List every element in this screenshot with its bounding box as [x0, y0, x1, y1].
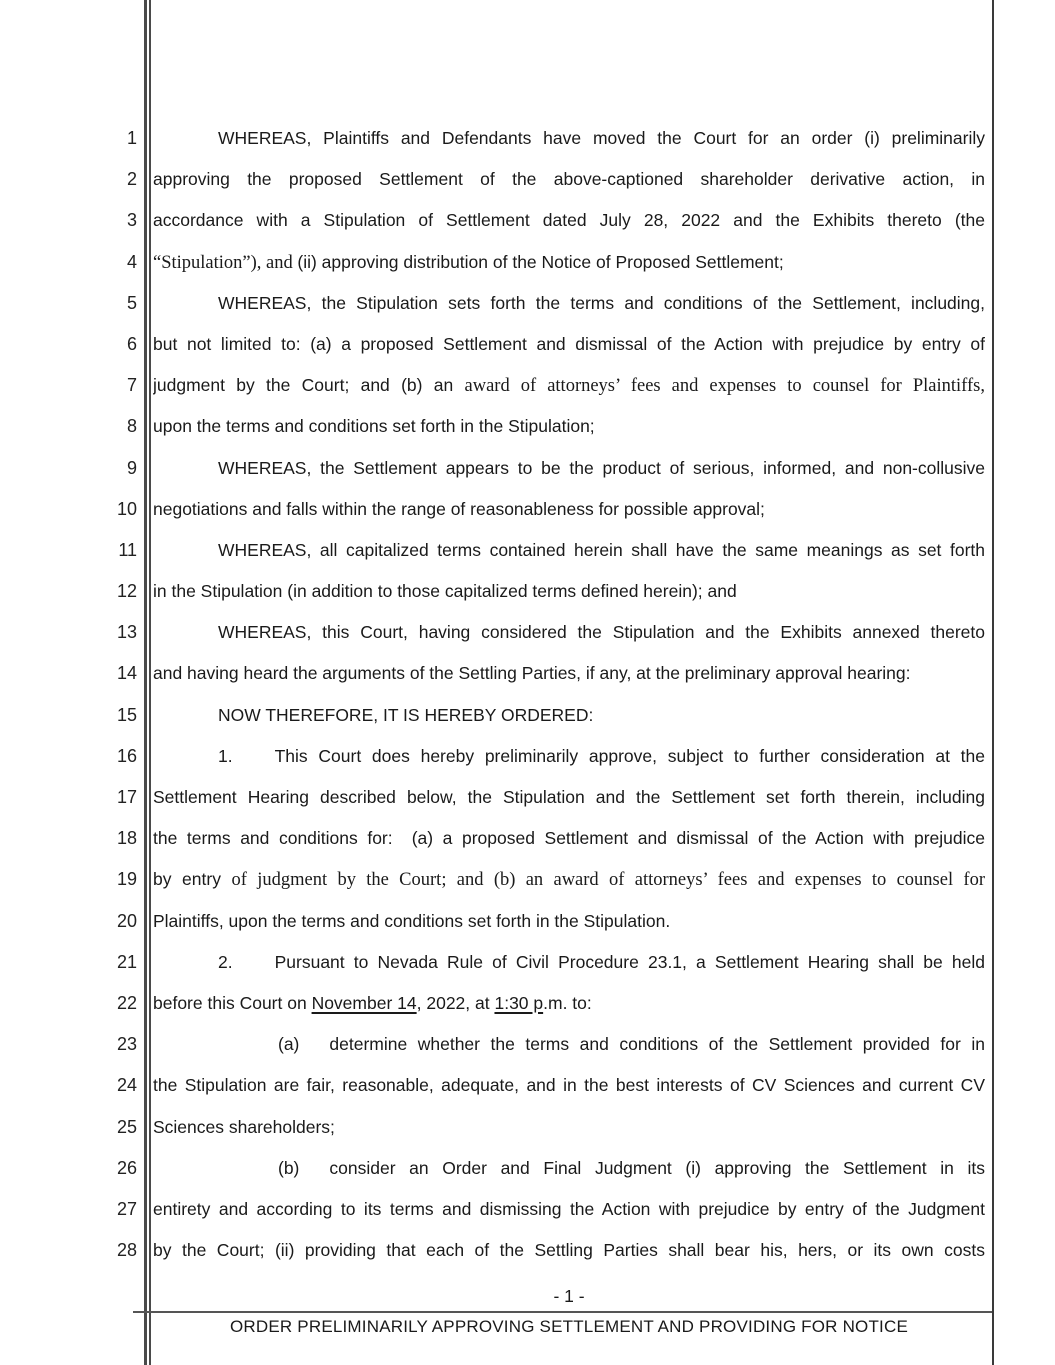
text-segment: Sciences shareholders; [153, 1116, 335, 1137]
line-number: 2 [126, 169, 137, 190]
line-number: 4 [126, 251, 137, 272]
document-line [153, 818, 985, 859]
text-segment: .m. to: [543, 992, 592, 1013]
pleading-double-rule-outer [144, 0, 147, 1365]
line-number: 21 [116, 951, 137, 972]
text-segment: award of attorneys’ fees and expenses to counsel for Plaintiffs, [464, 376, 985, 397]
text-segment: by the Court; (ii) providing that each of the Settling Parties shall bear his, hers, or its own costs [153, 1240, 985, 1261]
document-line [153, 653, 985, 694]
text-segment: accordance with a Stipulation of Settlement dated July 28, 2022 and the Exhibits thereto (the [153, 210, 985, 231]
text-segment: Settlement Hearing described below, the Stipulation and the Settlement set forth therein, including [153, 787, 985, 807]
text-segment: negotiations and falls within the range of reasonableness for possible approval; [153, 498, 765, 519]
document-line [153, 859, 985, 900]
document-line [153, 983, 985, 1024]
document-line [153, 1189, 985, 1230]
document-line [153, 200, 985, 241]
document-line [153, 118, 985, 159]
text-segment: in the Stipulation (in addition to those capitalized terms defined herein); and [153, 581, 737, 602]
text-segment: This Court does hereby preliminarily approve, subject to further consideration at the [274, 745, 985, 766]
line-number: 16 [116, 745, 137, 766]
footer-page-number: - 1 - [553, 1286, 585, 1306]
text-segment: determine whether the terms and conditions of the Settlement provided for in [329, 1034, 985, 1055]
document-line [153, 1148, 985, 1189]
document-line [153, 736, 985, 777]
text-segment: WHEREAS, the Stipulation sets forth the terms and conditions of the Settlement, including, [218, 292, 985, 313]
document-line [153, 448, 985, 489]
text-segment: WHEREAS, this Court, having considered the Stipulation and the Exhibits annexed thereto [218, 622, 985, 643]
text-segment: (b) [278, 1157, 300, 1178]
line-number: 10 [116, 498, 137, 519]
text-segment: the Stipulation are fair, reasonable, adequate, and in the best interests of CV Sciences and current CV [153, 1075, 985, 1096]
line-number: 22 [116, 992, 137, 1013]
text-column [153, 118, 985, 1271]
document-line [153, 1065, 985, 1106]
line-number: 14 [116, 663, 137, 684]
tab-gap [299, 1173, 329, 1174]
line-number: 25 [116, 1116, 137, 1137]
document-line [153, 571, 985, 612]
line-number: 5 [126, 292, 137, 313]
page-right-rule [992, 0, 994, 1365]
text-segment: “Stipulation”), and [153, 252, 298, 273]
line-number: 17 [116, 787, 137, 807]
text-segment: November 14 [311, 992, 417, 1013]
document-line [153, 777, 985, 818]
text-segment: 2. [218, 951, 233, 972]
text-segment: by entry [153, 869, 232, 890]
line-number: 27 [116, 1198, 137, 1219]
document-line [153, 942, 985, 983]
line-number: 28 [116, 1240, 137, 1261]
document-line [153, 365, 985, 406]
line-number: 13 [116, 622, 137, 643]
line-number: 20 [116, 910, 137, 931]
text-segment: WHEREAS, the Settlement appears to be the product of serious, informed, and non-collusive [218, 457, 985, 478]
document-line [153, 901, 985, 942]
text-segment: but not limited to: (a) a proposed Settlement and dismissal of the Action with prejudice by entry of [153, 333, 985, 354]
text-segment: Plaintiffs, upon the terms and conditions set forth in the Stipulation. [153, 910, 671, 931]
text-segment: of judgment by the Court; and (b) an award of attorneys’ fees and expenses to counsel for [231, 870, 985, 891]
document-line [153, 695, 985, 736]
document-line [153, 283, 985, 324]
footer-rule [133, 1311, 992, 1313]
text-segment: (ii) approving distribution of the Notice of Proposed Settlement; [297, 251, 784, 272]
text-segment: before this Court on [153, 992, 312, 1013]
document-line [153, 1230, 985, 1271]
text-segment: WHEREAS, all capitalized terms contained herein shall have the same meanings as set forth [218, 539, 985, 560]
line-number-column [0, 118, 137, 1271]
line-number: 8 [126, 416, 137, 437]
text-segment: 1:30 p [494, 992, 544, 1013]
line-number: 1 [126, 128, 137, 148]
line-number: 3 [126, 210, 137, 231]
line-number: 18 [116, 828, 137, 849]
document-line [153, 612, 985, 653]
text-segment: judgment by the Court; and (b) an [153, 375, 465, 396]
footer-title: ORDER PRELIMINARILY APPROVING SETTLEMENT AND PROVIDING FOR NOTICE [229, 1317, 908, 1336]
document-line [153, 530, 985, 571]
line-number: 6 [126, 333, 137, 354]
document-line [153, 1024, 985, 1065]
document-line [153, 489, 985, 530]
text-segment: Pursuant to Nevada Rule of Civil Procedure 23.1, a Settlement Hearing shall be held [274, 951, 985, 972]
text-segment: upon the terms and conditions set forth in the Stipulation; [153, 416, 595, 437]
line-number: 15 [116, 704, 137, 725]
tab-gap [233, 761, 275, 762]
text-segment: WHEREAS, Plaintiffs and Defendants have moved the Court for an order (i) preliminarily [218, 128, 985, 148]
document-line [153, 159, 985, 200]
text-segment: the terms and conditions for: (a) a proposed Settlement and dismissal of the Action with prejudice [153, 828, 985, 849]
line-number: 9 [126, 457, 137, 478]
text-segment: 1. [218, 745, 233, 766]
text-segment: consider an Order and Final Judgment (i) approving the Settlement in its [329, 1157, 985, 1178]
text-segment: (a) [278, 1034, 300, 1055]
text-segment: and having heard the arguments of the Settling Parties, if any, at the preliminary approval hearing: [153, 663, 911, 684]
text-segment: NOW THEREFORE, IT IS HEREBY ORDERED: [218, 704, 594, 725]
document-line [153, 242, 985, 283]
line-number: 26 [116, 1157, 137, 1178]
line-number: 7 [126, 375, 137, 396]
line-number: 19 [116, 869, 137, 890]
line-number: 12 [116, 581, 137, 602]
line-number: 23 [116, 1034, 137, 1055]
text-segment: entirety and according to its terms and dismissing the Action with prejudice by entry of the Judgment [153, 1198, 985, 1219]
document-line [153, 1107, 985, 1148]
pleading-double-rule-inner [149, 0, 152, 1365]
text-segment: , 2022, at [416, 992, 495, 1013]
line-number: 11 [118, 539, 137, 560]
line-number: 24 [116, 1075, 137, 1096]
tab-gap [299, 1049, 329, 1050]
text-segment: approving the proposed Settlement of the above-captioned shareholder derivative action, in [153, 169, 985, 190]
tab-gap [233, 967, 275, 968]
document-line [153, 406, 985, 447]
document-line [153, 324, 985, 365]
